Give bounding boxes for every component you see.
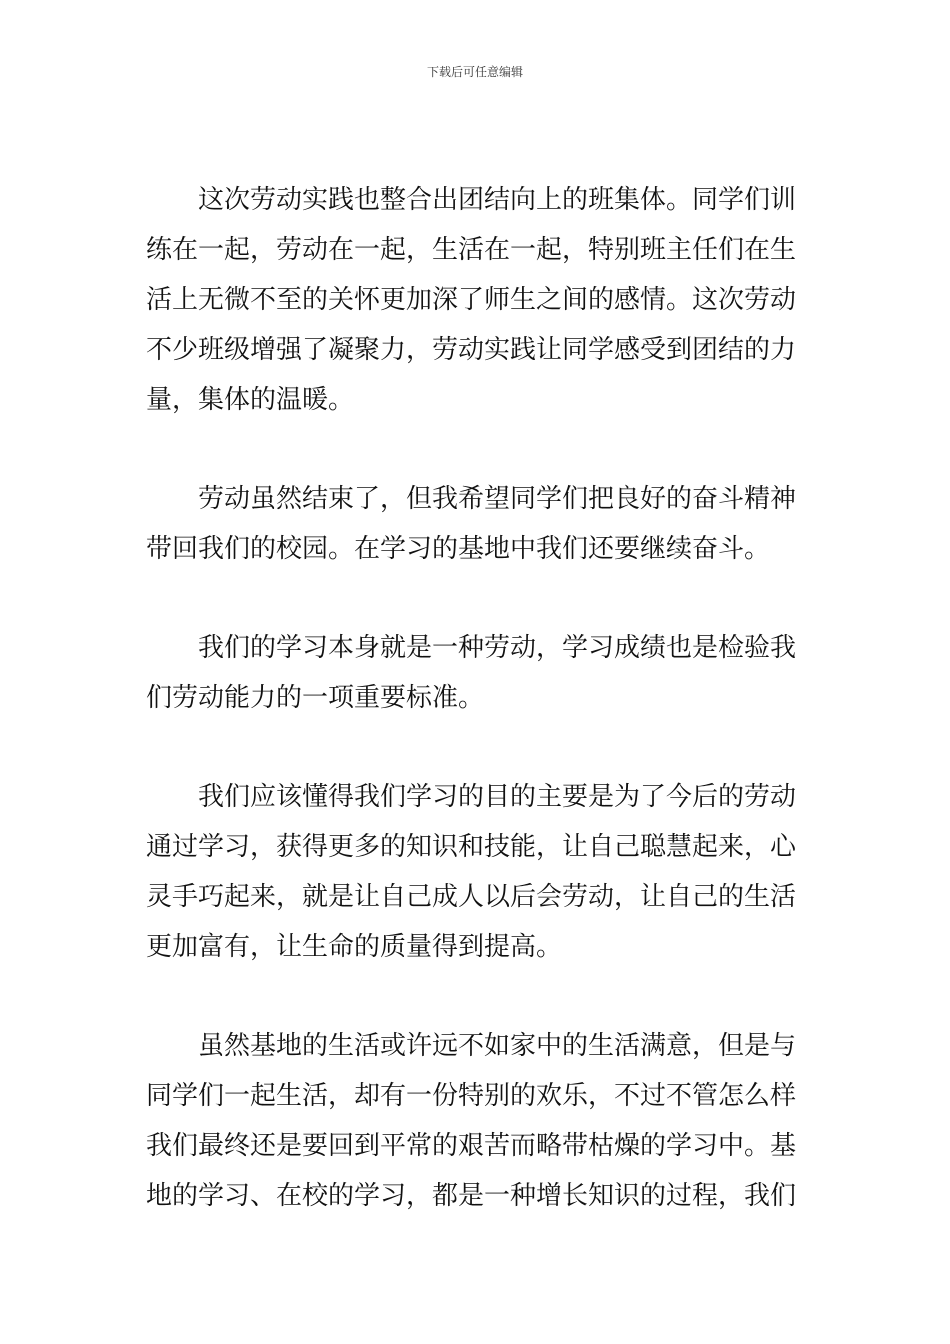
- paragraph-line: 活上无微不至的关怀更加深了师生之间的感情。这次劳动: [146, 285, 797, 315]
- paragraph-line: 我们应该懂得我们学习的目的主要是为了今后的劳动: [198, 782, 797, 812]
- paragraph-line: 更加富有，让生命的质量得到提高。: [146, 932, 563, 962]
- paragraph-line: 不少班级增强了凝聚力，劳动实践让同学感受到团结的力: [146, 335, 797, 365]
- paragraph-line: 量，集体的温暖。: [146, 385, 355, 415]
- paragraph: [146, 623, 806, 723]
- paragraph-line: 我们的学习本身就是一种劳动，学习成绩也是检验我: [198, 633, 797, 663]
- paragraph-line: 地的学习、在校的学习，都是一种增长知识的过程，我们: [146, 1181, 797, 1211]
- paragraph: [146, 772, 806, 972]
- paragraph: [146, 1021, 806, 1221]
- paragraph-line: 们劳动能力的一项重要标准。: [146, 683, 485, 713]
- document-body: [146, 175, 806, 1270]
- paragraph-line: 这次劳动实践也整合出团结向上的班集体。同学们训: [198, 185, 797, 215]
- paragraph-line: 通过学习，获得更多的知识和技能，让自己聪慧起来，心: [146, 832, 797, 862]
- paragraph-line: 练在一起，劳动在一起，生活在一起，特别班主任们在生: [146, 235, 797, 265]
- paragraph-line: 劳动虽然结束了，但我希望同学们把良好的奋斗精神: [198, 484, 797, 514]
- paragraph: [146, 474, 806, 574]
- paragraph: [146, 175, 806, 425]
- paragraph-line: 灵手巧起来，就是让自己成人以后会劳动，让自己的生活: [146, 882, 797, 912]
- page-header: 下载后可任意编辑: [426, 65, 523, 79]
- paragraph-line: 虽然基地的生活或许远不如家中的生活满意，但是与: [198, 1031, 797, 1061]
- paragraph-line: 我们最终还是要回到平常的艰苦而略带枯燥的学习中。基: [146, 1131, 797, 1161]
- paragraph-line: 同学们一起生活，却有一份特别的欢乐，不过不管怎么样: [146, 1081, 797, 1111]
- paragraph-line: 带回我们的校园。在学习的基地中我们还要继续奋斗。: [146, 534, 771, 564]
